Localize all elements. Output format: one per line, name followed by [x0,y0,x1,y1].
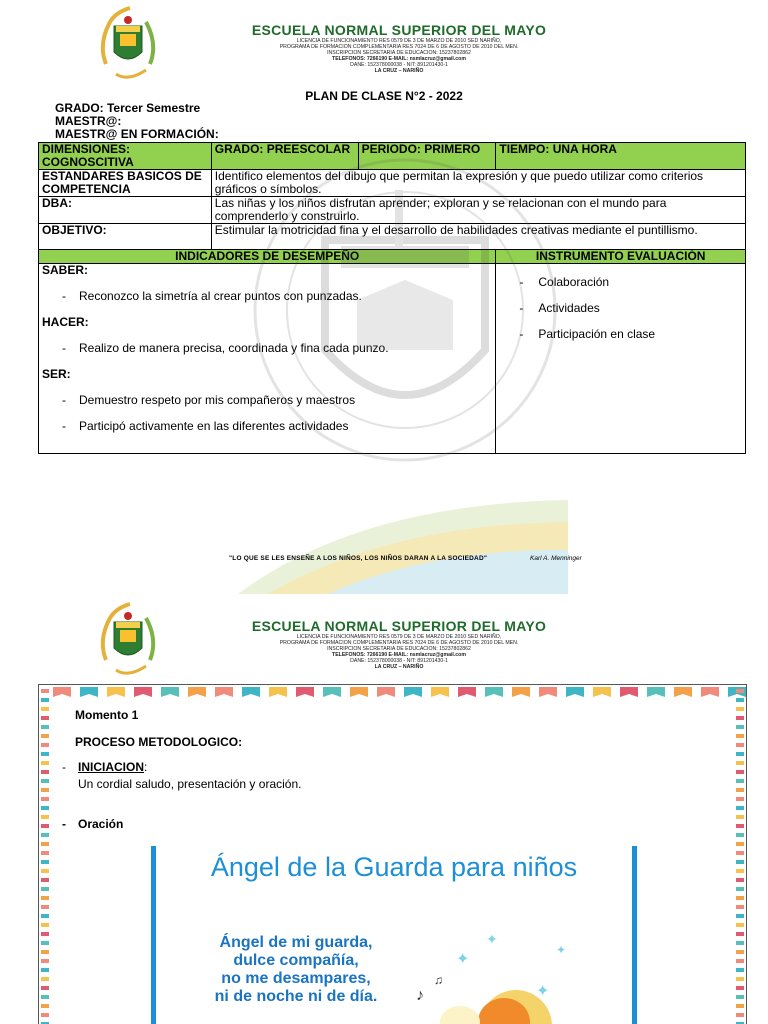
side-border-mark [41,986,49,990]
side-border-mark [41,716,49,720]
school-info-line: INSCRIPCION SECRETARIA DE EDUCACION: 15237802862 [327,646,471,652]
school-crest-logo [96,600,160,680]
indicadores-header: INDICADORES DE DESEMPEÑO [39,250,496,264]
bunting-flag [431,687,449,697]
bunting-flag [404,687,422,697]
lesson-plan-table [38,142,746,454]
side-border-mark [736,698,744,702]
side-border-mark [41,977,49,981]
table-row [39,170,746,197]
side-border-mark [41,914,49,918]
school-info-line: TELEFONOS: 7266190 E-MAIL: nsmlacruz@gmail.com [332,652,466,658]
momento-title: Momento 1 [75,708,139,722]
side-border-mark [736,842,744,846]
school-info-line: TELEFONOS: 7266190 E-MAIL: nsmlacruz@gmail.com [332,56,466,62]
side-border-mark [736,806,744,810]
side-border-mark [41,797,49,801]
side-border-mark [41,860,49,864]
side-border-mark [41,734,49,738]
side-border-mark [736,1013,744,1017]
side-border-mark [41,833,49,837]
side-border-mark [41,941,49,945]
side-border-mark [41,752,49,756]
side-border-mark [736,851,744,855]
grado-label: GRADO: Tercer Semestre [55,101,201,115]
oracion-item: - Oración [62,817,124,831]
side-border-mark [41,788,49,792]
instrumento-header: INSTRUMENTO EVALUACIÓN [496,250,746,264]
side-border-mark [41,1004,49,1008]
oracion-label: Oración [78,817,124,831]
table-row [39,224,746,250]
row-label: DBA: [39,197,212,224]
side-border-mark [41,725,49,729]
bunting-flag [161,687,179,697]
svg-text:♫: ♫ [434,973,443,987]
indicadores-cell [39,264,496,454]
grado-cell: GRADO: PREESCOLAR [211,143,358,170]
dimensiones-cell: DIMENSIONES: COGNOSCITIVA [39,143,212,170]
ser-label: SER: [42,367,71,381]
side-border-mark [736,968,744,972]
side-border-mark [736,752,744,756]
row-value: Identifico elementos del dibujo que permitan la expresión y que puedo utilizar como criterios gráficos o símbolos. [211,170,745,197]
side-border-mark [736,914,744,918]
side-border-mark [736,923,744,927]
side-border-mark [736,815,744,819]
maestro-formacion-label: MAESTR@ EN FORMACIÓN: [55,127,219,141]
school-info [200,38,598,74]
bunting-flag [134,687,152,697]
school-info-line: PROGRAMA DE FORMACION COMPLEMENTARIA RES 7024 DE 6 DE AGOSTO DE 2010 DEL MEN. [279,640,519,646]
school-info-line: LICENCIA DE FUNCIONAMIENTO RES 0579 DE 3 DE MARZO DE 2010 SED NARIÑO, [296,634,502,640]
svg-text:✦: ✦ [556,943,567,957]
side-border-mark [736,941,744,945]
side-border-mark [736,770,744,774]
side-border-mark [41,689,49,693]
side-border-mark [736,824,744,828]
side-border-mark [41,743,49,747]
prayer-title: Ángel de la Guarda para niños [210,852,578,882]
school-info-line: INSCRIPCION SECRETARIA DE EDUCACION: 15237802862 [327,50,471,56]
school-info-line: LA CRUZ – NARIÑO [374,68,424,74]
list-item: - Reconozco la simetría al crear puntos con punzadas. [62,289,362,303]
bunting-flag [485,687,503,697]
list-item: - Demuestro respeto por mis compañeros y maestros [62,393,356,407]
instrumentos-cell [496,264,746,454]
side-border-mark [736,716,744,720]
side-border-mark [736,995,744,999]
svg-text:✦: ✦ [486,931,498,947]
side-border-left [39,685,51,1024]
bunting-flag [701,687,719,697]
list-item: - Actividades [519,301,600,315]
side-border-mark [41,842,49,846]
bunting-flag [107,687,125,697]
side-border-mark [41,896,49,900]
school-header [0,600,768,680]
school-info-line: LA CRUZ – NARIÑO [374,664,424,670]
school-info-line: DANE: 152378000038 - NIT: 891201430-1 [350,658,448,664]
side-border-mark [736,905,744,909]
side-border-mark [41,905,49,909]
side-border-mark [736,833,744,837]
school-header [0,4,768,84]
indicators-body [42,264,492,453]
bunting-flag [377,687,395,697]
bunting-flag [593,687,611,697]
side-border-mark [736,797,744,801]
saber-label: SABER: [42,263,89,277]
bunting-flag [620,687,638,697]
instrumentos-list [499,264,742,341]
side-border-mark [736,734,744,738]
side-border-mark [41,824,49,828]
side-border-mark [41,770,49,774]
side-border-mark [736,725,744,729]
side-border-mark [736,977,744,981]
svg-text:♪: ♪ [416,987,424,1004]
row-label: OBJETIVO: [39,224,212,250]
svg-text:✦: ✦ [536,983,550,1000]
school-name: ESCUELA NORMAL SUPERIOR DEL MAYO [251,22,547,38]
proceso-title: PROCESO METODOLOGICO: [75,735,243,749]
side-border-mark [41,887,49,891]
side-border-mark [736,788,744,792]
side-border-mark [736,761,744,765]
side-border-mark [736,887,744,891]
bunting-flag [188,687,206,697]
school-info [200,634,598,670]
tiempo-cell: TIEMPO: UNA HORA [496,143,746,170]
row-label: ESTANDARES BASICOS DE COMPETENCIA [39,170,212,197]
side-border-mark [736,950,744,954]
side-border-mark [736,860,744,864]
side-border-mark [736,689,744,693]
side-border-mark [41,923,49,927]
school-info-line: PROGRAMA DE FORMACION COMPLEMENTARIA RES 7024 DE 6 DE AGOSTO DE 2010 DEL MEN. [279,44,519,50]
row-value: Las niñas y los niños disfrutan aprender; exploran y se relacionan con el mundo para comprenderlo y construirlo. [211,197,745,224]
maestro-label: MAESTR@: [55,114,122,128]
side-border-mark [41,878,49,882]
side-border-mark [41,932,49,936]
side-border-right [734,685,746,1024]
school-crest-logo [96,4,160,84]
side-border-mark [41,968,49,972]
school-info-line: LICENCIA DE FUNCIONAMIENTO RES 0579 DE 3 DE MARZO DE 2010 SED NARIÑO, [296,38,502,44]
side-border-mark [736,1004,744,1008]
prayer-line: dulce compañía, [233,952,359,969]
school-info-line: DANE: 152378000038 - NIT: 891201430-1 [350,62,448,68]
side-border-mark [736,779,744,783]
iniciacion-text: Un cordial saludo, presentación y oración. [78,777,302,791]
side-border-mark [41,869,49,873]
side-border-mark [41,806,49,810]
iniciacion-label: INICIACION [78,760,144,774]
side-border-mark [41,950,49,954]
bunting-flag [512,687,530,697]
school-name: ESCUELA NORMAL SUPERIOR DEL MAYO [251,618,547,634]
table-row [39,197,746,224]
side-border-mark [41,815,49,819]
list-item: - Realizo de manera precisa, coordinada y fina cada punzo. [62,341,389,355]
prayer-text [196,934,396,1006]
side-border-mark [736,986,744,990]
bunting-flag [269,687,287,697]
side-border-mark [736,878,744,882]
angel-illustration [396,926,626,1024]
bunting-flag [80,687,98,697]
side-border-mark [41,1013,49,1017]
bunting-flag [458,687,476,697]
prayer-line: ni de noche ni de día. [214,988,378,1005]
plan-title: PLAN DE CLASE N°2 - 2022 [305,89,463,103]
prayer-card [151,846,637,1024]
bunting-flag [566,687,584,697]
prayer-line: no me desampares, [221,970,371,987]
side-border-mark [41,779,49,783]
bunting-flag [215,687,233,697]
side-border-mark [41,761,49,765]
bunting-border [39,685,746,701]
side-border-mark [736,869,744,873]
side-border-mark [41,995,49,999]
side-border-mark [41,851,49,855]
bunting-flag [350,687,368,697]
list-item: - Participó activamente en las diferentes actividades [62,419,349,433]
row-value: Estimular la motricidad fina y el desarrollo de habilidades creativas mediante el puntillismo. [211,224,745,250]
side-border-mark [41,698,49,702]
table-header-row [39,143,746,170]
grade-info [55,102,219,141]
svg-text:✦: ✦ [456,951,470,968]
side-border-mark [736,743,744,747]
footer-quote: "LO QUE SE LES ENSEÑE A LOS NIÑOS, LOS NIÑOS DARAN A LA SOCIEDAD" [229,555,488,562]
iniciacion-item: - INICIACION : [62,760,148,774]
periodo-cell: PERIODO: PRIMERO [358,143,496,170]
side-border-mark [41,959,49,963]
bunting-flag [539,687,557,697]
list-item: - Colaboración [519,275,610,289]
side-border-mark [736,932,744,936]
bunting-flag [647,687,665,697]
bunting-flag [53,687,71,697]
side-border-mark [736,707,744,711]
hacer-label: HACER: [42,315,89,329]
prayer-line: Ángel de mi guarda, [219,934,373,951]
list-item: - Participación en clase [519,327,656,341]
side-border-mark [736,959,744,963]
bunting-flag [674,687,692,697]
side-border-mark [736,896,744,900]
footer-quote-author: Karl A. Menninger [530,555,582,562]
side-border-mark [41,707,49,711]
indicators-header-row [39,250,746,264]
bunting-flag [242,687,260,697]
decorative-wave-band [238,494,568,594]
bunting-flag [296,687,314,697]
indicators-row [39,264,746,454]
bunting-flag [323,687,341,697]
